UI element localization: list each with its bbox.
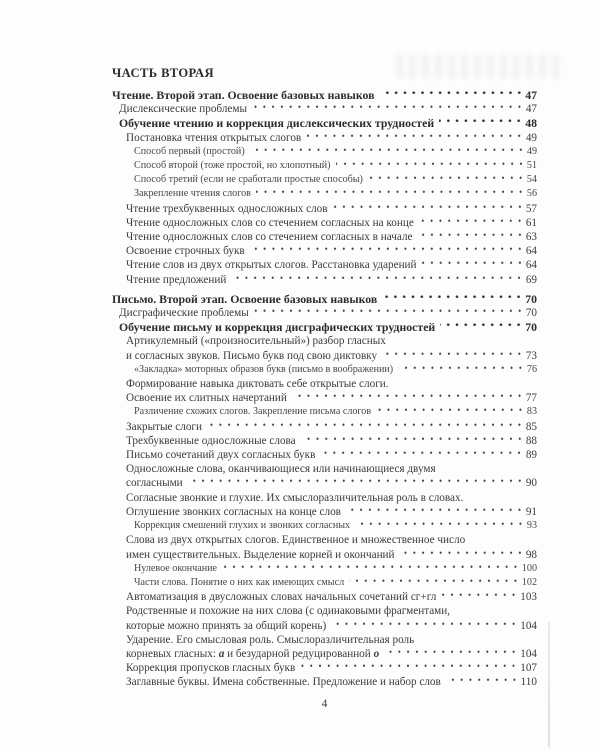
toc-entry-text: Родственные и похожие на них слова (с одинаковыми фрагментами,: [126, 605, 451, 618]
dot-leader: [256, 187, 525, 201]
toc-entry-page-number: 98: [525, 548, 537, 561]
toc-line: [112, 187, 537, 201]
toc-entry-text: Освоение строчных букв: [126, 245, 245, 258]
toc-entry-page-number: 91: [525, 505, 537, 518]
toc-line: [112, 533, 537, 547]
toc-entry-text: Части слова. Понятие о них как имеющих смысл: [134, 576, 345, 588]
toc-line: [112, 405, 537, 419]
toc-entry-page-number: 70: [525, 291, 537, 306]
toc-entry-text: Оглушение звонких согласных на конце слов: [126, 505, 341, 518]
toc-entry-text: имен существительных. Выделение корней и окончаний: [126, 548, 395, 561]
toc-line: [112, 159, 537, 173]
dot-leader: [346, 505, 524, 519]
page-edge-shadow: [548, 622, 550, 747]
dot-leader: [439, 116, 523, 130]
dot-leader: [382, 292, 523, 306]
toc-line: [112, 562, 537, 576]
toc-entry-text: Нулевое окончание: [134, 562, 218, 574]
toc-line: [112, 258, 537, 272]
toc-entry-page-number: 102: [521, 576, 537, 588]
toc-line: [112, 377, 537, 391]
toc-entry-text: Способ второй (тоже простой, но хлопотный): [134, 160, 331, 172]
dot-leader: [292, 391, 524, 405]
toc-entry-text: Чтение односложных слов со стечением согласных на конце: [126, 216, 414, 229]
toc-line: [112, 230, 537, 244]
toc-entry-text: Чтение трехбуквенных односложных слов: [126, 202, 328, 215]
toc-entry-page-number: 76: [526, 363, 537, 375]
dot-leader: [231, 273, 523, 287]
toc-entry-text: Закрытые слоги: [126, 420, 203, 433]
toc-entry-text: Чтение слов из двух открытых слогов. Расстановка ударений: [126, 259, 417, 272]
toc-entry-page-number: 85: [525, 420, 537, 433]
toc-entry-text: которые можно принять за общий корень): [126, 619, 327, 632]
dot-leader: [380, 88, 524, 102]
toc-line: [112, 363, 537, 377]
toc-entry-page-number: 49: [526, 145, 537, 157]
toc-line: [112, 391, 537, 405]
toc-entry-page-number: 100: [521, 562, 537, 574]
toc-entry-text: согласными: [126, 477, 183, 490]
toc-line: [112, 576, 537, 590]
table-of-contents: [112, 88, 537, 690]
toc-line: [112, 476, 537, 490]
toc-entry-page-number: 64: [525, 259, 537, 272]
toc-line: [112, 434, 537, 448]
dot-leader: [300, 661, 518, 675]
toc-entry-text: корневых гласных: а и безударной редуцированной о: [126, 647, 380, 660]
toc-line: [112, 548, 537, 562]
toc-entry-text: Чтение односложных слов со стечением согласных в начале: [126, 231, 413, 244]
toc-entry-page-number: 61: [525, 216, 537, 229]
toc-entry-page-number: 69: [525, 273, 537, 286]
toc-entry-text: Письмо сочетаний двух согласных букв: [126, 449, 316, 462]
toc-line: [112, 244, 537, 258]
toc-entry-page-number: 89: [525, 449, 537, 462]
toc-entry-page-number: 63: [525, 231, 537, 244]
toc-entry-page-number: 90: [525, 477, 537, 490]
dot-leader: [400, 548, 524, 562]
toc-entry-text: Чтение предложений: [126, 273, 227, 286]
dot-leader: [252, 102, 524, 116]
toc-line: [112, 216, 537, 230]
dot-leader: [382, 349, 524, 363]
toc-line: [112, 505, 537, 519]
toc-line: [112, 462, 537, 476]
toc-entry-page-number: 56: [526, 188, 537, 200]
toc-entry-page-number: 110: [520, 676, 537, 689]
toc-entry-page-number: 64: [525, 245, 537, 258]
toc-line: [112, 604, 537, 618]
toc-line: [112, 349, 537, 363]
dot-leader: [222, 562, 520, 576]
dot-leader: [336, 159, 525, 173]
toc-line: [112, 590, 537, 604]
toc-entry-page-number: 88: [525, 434, 537, 447]
dot-leader: [398, 363, 525, 377]
toc-line: [112, 448, 537, 462]
toc-entry-page-number: 57: [525, 202, 537, 215]
toc-entry-text: Способ третий (если не сработали простые способы): [134, 174, 363, 186]
toc-entry-page-number: 70: [525, 307, 537, 320]
dot-leader: [306, 131, 524, 145]
toc-entry-text: Дислексические проблемы: [119, 103, 247, 116]
dot-leader: [207, 420, 524, 434]
toc-entry-page-number: 47: [525, 88, 537, 102]
toc-line: [112, 334, 537, 348]
dot-leader: [188, 476, 524, 490]
dot-leader: [250, 244, 524, 258]
dot-leader: [355, 519, 525, 533]
toc-entry-text: Освоение их слитных начертаний: [126, 392, 287, 405]
toc-entry-text: Формирование навыка диктовать себе открытые слоги.: [126, 378, 389, 391]
toc-entry-page-number: 54: [526, 174, 537, 186]
toc-entry-page-number: 77: [525, 392, 537, 405]
toc-entry-text: Согласные звонкие и глухие. Их смыслоразличительная роль в словах.: [126, 491, 464, 504]
toc-line: [112, 306, 537, 320]
toc-entry-page-number: 73: [525, 349, 537, 362]
toc-entry-page-number: 70: [525, 320, 537, 335]
dot-leader: [441, 590, 518, 604]
toc-entry-page-number: 107: [520, 662, 537, 675]
toc-line: [112, 675, 537, 689]
toc-entry-text: Автоматизация в двусложных словах начальных сочетаний сг+гл: [126, 591, 437, 604]
toc-entry-text: Ударение. Его смысловая роль. Смыслоразличительная роль: [126, 633, 415, 646]
toc-entry-text: Односложные слова, оканчивающиеся или начинающиеся двумя: [126, 463, 436, 476]
toc-entry-text: Чтение. Второй этап. Освоение базовых навыков: [112, 88, 375, 102]
toc-entry-text: Различение схожих слогов. Закрепление письма слогов: [134, 406, 372, 418]
toc-line: [112, 88, 537, 102]
dot-leader: [250, 145, 525, 159]
toc-entry-page-number: 93: [526, 520, 537, 532]
dot-leader: [301, 434, 524, 448]
toc-entry-text: Дисграфические проблемы: [119, 307, 249, 320]
toc-entry-text: Обучение чтению и коррекция дислексических трудностей: [119, 116, 435, 131]
dot-leader: [333, 202, 524, 216]
toc-entry-text: Коррекция пропусков гласных букв: [126, 662, 296, 675]
toc-line: [112, 273, 537, 287]
toc-line: [112, 633, 537, 647]
toc-entry-page-number: 103: [520, 591, 537, 604]
toc-line: [112, 320, 537, 334]
toc-line: [112, 292, 537, 306]
toc-entry-text: Коррекция смешений глухих и звонких согласных: [134, 520, 351, 532]
toc-line: [112, 647, 537, 661]
dot-leader: [419, 216, 524, 230]
toc-entry-text: Заглавные буквы. Имена собственные. Предложение и набор слов: [126, 676, 441, 689]
dot-leader: [320, 448, 523, 462]
toc-entry-text: Письмо. Второй этап. Освоение базовых навыков: [112, 291, 378, 306]
toc-entry-page-number: 48: [525, 116, 537, 131]
toc-entry-text: Слова из двух открытых слогов. Единственное и множественное число: [126, 534, 466, 547]
toc-line: [112, 173, 537, 187]
toc-entry-text: «Закладка» моторных образов букв (письмо в воображении): [134, 363, 394, 375]
toc-line: [112, 202, 537, 216]
toc-line: [112, 116, 537, 130]
dot-leader: [418, 230, 524, 244]
toc-entry-text: и согласных звуков. Письмо букв под свою диктовку: [126, 349, 378, 362]
toc-line: [112, 420, 537, 434]
toc-line: [112, 102, 537, 116]
toc-entry-page-number: 47: [525, 103, 537, 116]
toc-line: [112, 145, 537, 159]
page-content: [112, 66, 537, 710]
dot-leader: [422, 258, 524, 272]
dot-leader: [376, 405, 525, 419]
dot-leader: [254, 306, 524, 320]
toc-entry-page-number: 51: [526, 160, 537, 172]
toc-entry-text: Закрепление чтения слогов: [134, 188, 251, 200]
page-number: 4: [321, 697, 328, 710]
dot-leader: [384, 647, 518, 661]
toc-line: [112, 491, 537, 505]
toc-line: [112, 661, 537, 675]
dot-leader: [368, 173, 525, 187]
dot-leader: [446, 675, 519, 689]
toc-entry-text: Артикулемный («произносительный») разбор гласных: [126, 335, 386, 348]
toc-entry-page-number: 49: [525, 131, 537, 144]
toc-line: [112, 619, 537, 633]
toc-entry-text: Постановка чтения открытых слогов: [126, 131, 302, 144]
toc-entry-page-number: 83: [526, 406, 537, 418]
toc-entry-text: Трехбуквенные односложные слова: [126, 434, 296, 447]
part-heading: ЧАСТЬ ВТОРАЯ: [112, 66, 215, 80]
toc-entry-page-number: 104: [520, 619, 537, 632]
toc-entry-page-number: 104: [520, 647, 537, 660]
toc-line: [112, 131, 537, 145]
toc-line: [112, 519, 537, 533]
toc-entry-text: Способ первый (простой): [134, 145, 245, 157]
dot-leader: [331, 619, 518, 633]
dot-leader: [440, 320, 523, 334]
dot-leader: [349, 576, 520, 590]
toc-entry-text: Обучение письму и коррекция дисграфических трудностей: [119, 320, 436, 335]
